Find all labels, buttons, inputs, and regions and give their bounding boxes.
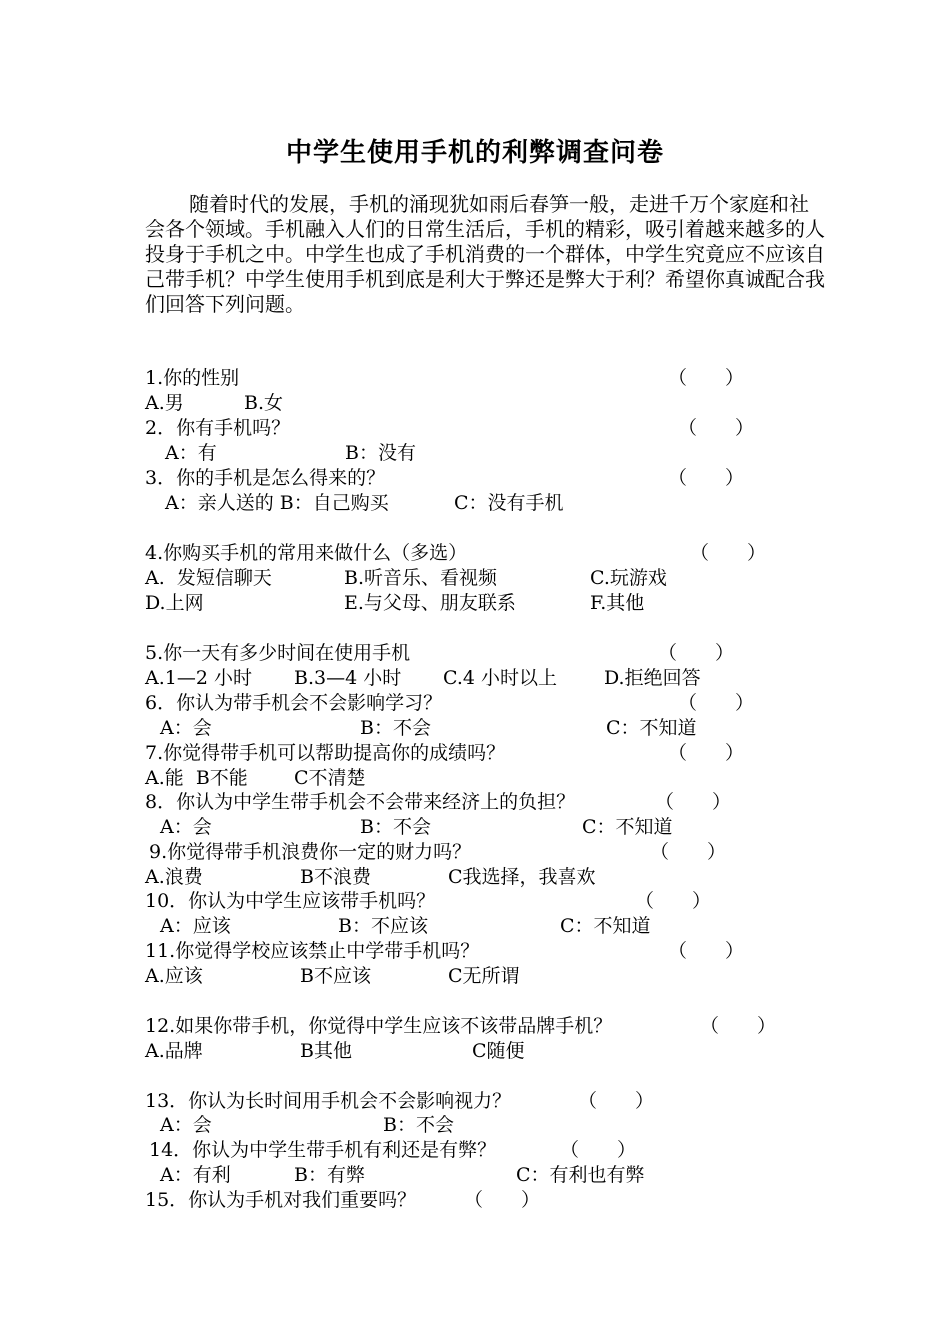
- question-4: 4.你购买手机的常用来做什么（多选）: [145, 542, 468, 564]
- q11-option-c[interactable]: C无所谓: [448, 965, 520, 987]
- q9-option-b[interactable]: B不浪费: [300, 866, 371, 888]
- q8-option-a[interactable]: A：会: [160, 816, 212, 838]
- q4-option-c[interactable]: C.玩游戏: [590, 567, 667, 589]
- q13-option-a[interactable]: A：会: [160, 1114, 212, 1136]
- q7-option-c[interactable]: C不清楚: [294, 767, 366, 789]
- q5-option-d[interactable]: D.拒绝回答: [604, 667, 701, 689]
- q9-option-c[interactable]: C我选择，我喜欢: [448, 866, 596, 888]
- q4-option-a[interactable]: A. 发短信聊天: [145, 567, 272, 589]
- question-9: 9.你觉得带手机浪费你一定的财力吗？: [149, 841, 472, 863]
- q7-option-ab[interactable]: A.能 B不能: [145, 767, 248, 789]
- question-15: 15．你认为手机对我们重要吗？: [145, 1189, 417, 1211]
- answer-blank-3[interactable]: （ ）: [668, 467, 745, 489]
- answer-blank-8[interactable]: （ ）: [655, 791, 732, 813]
- answer-blank-7[interactable]: （ ）: [668, 742, 745, 764]
- q12-option-a[interactable]: A.品牌: [145, 1040, 203, 1062]
- question-6: 6．你认为带手机会不会影响学习？: [145, 692, 443, 714]
- q12-option-c[interactable]: C随便: [472, 1040, 525, 1062]
- q10-option-c[interactable]: C：不知道: [560, 915, 651, 937]
- q2-option-a[interactable]: A：有: [165, 442, 217, 464]
- q3-option-ab[interactable]: A：亲人送的 B：自己购买: [165, 492, 389, 514]
- question-7: 7.你觉得带手机可以帮助提高你的成绩吗？: [145, 742, 506, 764]
- q10-option-b[interactable]: B：不应该: [338, 915, 428, 937]
- q8-option-b[interactable]: B：不会: [360, 816, 431, 838]
- q4-option-b[interactable]: B.听音乐、看视频: [344, 567, 498, 589]
- answer-blank-6[interactable]: （ ）: [678, 692, 755, 714]
- answer-blank-1[interactable]: （ ）: [668, 367, 745, 389]
- q4-option-f[interactable]: F.其他: [590, 592, 645, 614]
- q14-option-b[interactable]: B：有弊: [294, 1164, 365, 1186]
- q5-option-b[interactable]: B.3—4 小时: [294, 667, 402, 689]
- q4-option-d[interactable]: D.上网: [145, 592, 204, 614]
- q1-option-a[interactable]: A.男: [145, 392, 184, 414]
- q5-option-a[interactable]: A.1—2 小时: [145, 667, 252, 689]
- answer-blank-12[interactable]: （ ）: [700, 1015, 777, 1037]
- question-11: 11.你觉得学校应该禁止中学带手机吗？: [145, 940, 480, 962]
- q14-option-a[interactable]: A：有利: [160, 1164, 231, 1186]
- page-title: 中学生使用手机的利弊调查问卷: [285, 138, 664, 168]
- question-13: 13．你认为长时间用手机会不会影响视力？: [145, 1090, 512, 1112]
- answer-blank-2[interactable]: （ ）: [678, 417, 755, 439]
- q5-option-c[interactable]: C.4 小时以上: [443, 667, 558, 689]
- answer-blank-10[interactable]: （ ）: [635, 890, 712, 912]
- q6-option-a[interactable]: A：会: [160, 717, 212, 739]
- question-12: 12.如果你带手机，你觉得中学生应该不该带品牌手机？: [145, 1015, 613, 1037]
- q6-option-b[interactable]: B：不会: [360, 717, 431, 739]
- answer-blank-13[interactable]: （ ）: [578, 1090, 655, 1112]
- answer-blank-5[interactable]: （ ）: [658, 642, 735, 664]
- question-5: 5.你一天有多少时间在使用手机: [145, 642, 411, 664]
- question-14: 14．你认为中学生带手机有利还是有弊？: [149, 1139, 497, 1161]
- q3-option-c[interactable]: C：没有手机: [454, 492, 564, 514]
- q11-option-a[interactable]: A.应该: [145, 965, 203, 987]
- q1-option-b[interactable]: B.女: [244, 392, 284, 414]
- q12-option-b[interactable]: B其他: [300, 1040, 352, 1062]
- question-10: 10．你认为中学生应该带手机吗？: [145, 890, 436, 912]
- answer-blank-9[interactable]: （ ）: [650, 841, 727, 863]
- answer-blank-4[interactable]: （ ）: [690, 542, 767, 564]
- q14-option-c[interactable]: C：有利也有弊: [516, 1164, 645, 1186]
- q2-option-b[interactable]: B：没有: [345, 442, 416, 464]
- q10-option-a[interactable]: A：应该: [160, 915, 231, 937]
- question-2: 2．你有手机吗？: [145, 417, 291, 439]
- answer-blank-14[interactable]: （ ）: [560, 1139, 637, 1161]
- question-3: 3．你的手机是怎么得来的？: [145, 467, 386, 489]
- q9-option-a[interactable]: A.浪费: [145, 866, 203, 888]
- q4-option-e[interactable]: E.与父母、朋友联系: [344, 592, 516, 614]
- q8-option-c[interactable]: C：不知道: [582, 816, 673, 838]
- answer-blank-11[interactable]: （ ）: [668, 940, 745, 962]
- answer-blank-15[interactable]: （ ）: [464, 1189, 541, 1211]
- q13-option-b[interactable]: B：不会: [383, 1114, 454, 1136]
- q11-option-b[interactable]: B不应该: [300, 965, 371, 987]
- question-1: 1.你的性别: [145, 367, 240, 389]
- q6-option-c[interactable]: C：不知道: [606, 717, 697, 739]
- question-8: 8．你认为中学生带手机会不会带来经济上的负担？: [145, 791, 576, 813]
- intro-paragraph: 随着时代的发展，手机的涌现犹如雨后春笋一般，走进千万个家庭和社会各个领域。手机融入人们的日常生活后，手机的精彩，吸引着越来越多的人投身于手机之中。中学生也成了手机消费的一个群体，中学生究竟应不应该自己带手机？中学生使用手机到底是利大于弊还是弊大于利？希望你真诚配合我们回答下列问题。: [145, 192, 825, 316]
